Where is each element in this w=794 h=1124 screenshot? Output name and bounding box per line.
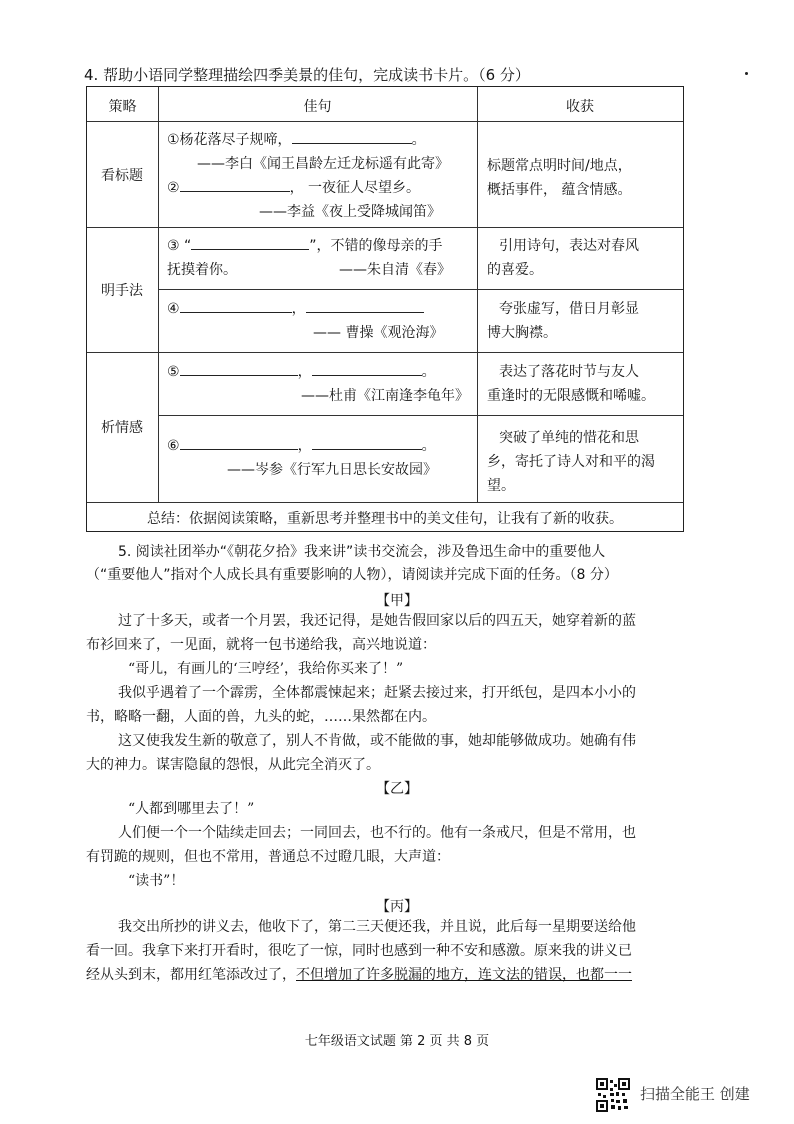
source-6: ——岑参《行军九日思长安故园》 (227, 462, 437, 478)
table-hline-row2a (158, 289, 683, 290)
page-footer: 七年级语文试题 第 2 页 共 8 页 (304, 1034, 490, 1049)
line-5: ⑤ ， 。 (167, 359, 477, 385)
yi-p3: “读书”！ (128, 873, 185, 889)
line-4: ④ ， (167, 296, 477, 322)
gain-4-line-1: 夸张虚写，借日月彰显 (499, 301, 639, 317)
source-2: ——李益《夜上受降城闻笛》 (259, 204, 441, 220)
yi-p2-l2: 有罚跪的规则，但也不常用，普通总不过瞪几眼，大声道： (86, 849, 450, 865)
source-4: —— 曹操《观沧海》 (313, 325, 444, 341)
gain-3-line-1: 引用诗句，表达对春风 (499, 238, 639, 254)
question-4-title: 4. 帮助小语同学整理描绘四季美景的佳句，完成读书卡片。（6 分） (84, 66, 530, 84)
jia-p1-l1: 过了十多天，或者一个月罢，我还记得，是她告假回家以后的四五天，她穿着新的蓝 (118, 613, 636, 629)
line-3-cont: 抚摸着你。 (167, 262, 237, 278)
source-1: ——李白《闻王昌龄左迁龙标遥有此寄》 (197, 156, 449, 172)
scan-dot (745, 72, 748, 75)
answer-blank-5a[interactable] (180, 361, 298, 376)
table-vline-1 (158, 87, 159, 502)
question-5-line-2: （“重要他人”指对个人成长具有重要影响的人物），请阅读并完成下面的任务。（8 分） (86, 567, 618, 583)
answer-blank-4a[interactable] (180, 298, 292, 313)
question-5-line-1: 5. 阅读社团举办“《朝花夕拾》我来讲”读书交流会，涉及鲁迅生命中的重要他人 (118, 544, 606, 560)
bing-p1-l2: 看一回。我拿下来打开看时，很吃了一惊，同时也感到一种不安和感激。原来我的讲义已 (86, 943, 632, 959)
gain-6-line-3: 望。 (487, 478, 515, 494)
section-yi-label: 【乙】 (376, 781, 418, 797)
strategy-technique: 明手法 (101, 283, 143, 299)
gain-3-line-2: 的喜爱。 (487, 262, 543, 278)
table-hline-row3 (87, 502, 683, 503)
table-hline-row1 (87, 227, 683, 228)
jia-p4-l2: 大的神力。谋害隐鼠的怨恨，从此完全消灭了。 (86, 757, 380, 773)
section-jia-label: 【甲】 (376, 593, 418, 609)
table-hline-row2 (87, 352, 683, 353)
jia-p4-l1: 这又使我发生新的敬意了，别人不肯做，或不能做的事，她却能够做成功。她确有伟 (118, 733, 636, 749)
answer-blank-3[interactable] (191, 235, 309, 250)
table-hline-header (87, 121, 683, 122)
answer-blank-1[interactable] (292, 129, 412, 144)
line-2: ② ， 一夜征人尽望乡。 (167, 175, 467, 201)
gain-6-line-1: 突破了单纯的惜花和思 (499, 430, 639, 446)
line-6: ⑥ ， 。 (167, 433, 477, 459)
table-vline-2 (477, 87, 478, 502)
gain-4-line-2: 博大胸襟。 (487, 325, 557, 341)
gain-5-line-1: 表达了落花时节与友人 (499, 364, 639, 380)
strategy-title: 看标题 (101, 168, 143, 184)
gain-1-line-1: 标题常点明时间/地点， (487, 158, 632, 174)
table-summary: 总结：依据阅读策略，重新思考并整理书中的美文佳句，让我有了新的收获。 (147, 511, 623, 527)
answer-blank-6a[interactable] (180, 435, 298, 450)
answer-blank-5b[interactable] (312, 361, 422, 376)
header-strategy: 策略 (108, 99, 137, 115)
line-1: ①杨花落尽子规啼， 。 (167, 127, 467, 153)
source-3: ——朱自清《春》 (339, 262, 451, 278)
reading-card-table (86, 86, 684, 532)
bing-p1-l3-plain: 经从头到末，都用红笔添改过了， (86, 967, 296, 983)
jia-p3-l1: 我似乎遇着了一个霹雳，全体都震悚起来；赶紧去接过来，打开纸包，是四本小小的 (118, 685, 636, 701)
section-bing-label: 【丙】 (376, 899, 418, 915)
answer-blank-4b[interactable] (306, 298, 424, 313)
answer-blank-2[interactable] (180, 177, 290, 192)
table-hline-row3a (158, 415, 683, 416)
source-5: ——杜甫《江南逢李龟年》 (301, 388, 469, 404)
jia-p2: “哥儿，有画儿的‘三哼经’，我给你买来了！” (128, 661, 404, 677)
bing-p1-l3-underlined: 不但增加了许多脱漏的地方，连文法的错误，也都一一 (296, 967, 632, 983)
gain-6-line-2: 乡，寄托了诗人对和平的渴 (487, 454, 655, 470)
jia-p3-l2: 书，略略一翻，人面的兽，九头的蛇，……果然都在内。 (86, 709, 436, 725)
gain-5-line-2: 重逢时的无限感慨和唏嘘。 (487, 388, 655, 404)
bing-p1-l1: 我交出所抄的讲义去，他收下了，第二三天便还我，并且说，此后每一星期要送给他 (118, 919, 636, 935)
qr-code-icon (596, 1078, 630, 1112)
jia-p1-l2: 布衫回来了，一见面，就将一包书递给我，高兴地说道： (86, 637, 436, 653)
bing-p1-l3 (86, 962, 686, 988)
gain-1-line-2: 概括事件， 蕴含情感。 (487, 182, 632, 198)
header-gain: 收获 (566, 99, 594, 115)
yi-p1: “人都到哪里去了！” (128, 801, 255, 817)
header-lines: 佳句 (303, 99, 332, 115)
line-3: ③ “ ”，不错的像母亲的手 (167, 233, 477, 259)
strategy-emotion: 析情感 (101, 420, 143, 436)
yi-p2-l1: 人们便一个一个陆续走回去；一同回去，也不行的。他有一条戒尺，但是不常用，也 (118, 825, 636, 841)
answer-blank-6b[interactable] (312, 435, 422, 450)
scanner-watermark: 扫描全能王 创建 (640, 1085, 750, 1103)
